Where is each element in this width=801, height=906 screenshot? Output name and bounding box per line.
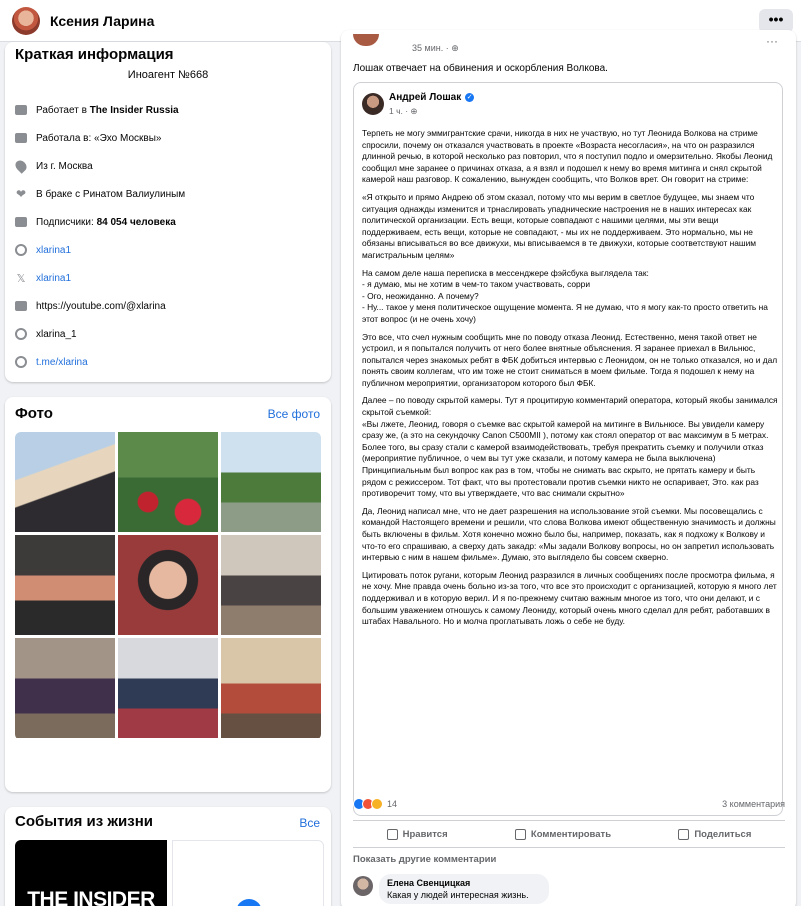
intro-row-text (36, 357, 88, 368)
care-reaction-icon (371, 798, 383, 810)
share-icon (678, 829, 689, 840)
share-button[interactable] (678, 829, 751, 840)
shared-post-paragraph: Да, Леонид написал мне, что не дает разрешения на использование этой съемки. Мы посовещались с командой Настоящего времени и решили, что слова Волкова имеют общественную значимость и должны быть включены в фильм. Хотя конечно можно было бы, например, показать, как я подхожу к Волкову и что-то его спрашиваю, а сверху дать закадр: «Мы задали Волкову вопросы, но он запретил использовать интервью с ним в нашем фильме». Думаю, это выглядело бы совсем скверно. (362, 505, 776, 563)
photo-grid (15, 432, 321, 740)
post-text: Лошак отвечает на обвинения и оскорбления Волкова. (353, 63, 608, 74)
shared-author-name[interactable] (389, 92, 474, 103)
intro-row[interactable] (15, 356, 88, 368)
post-options-button[interactable]: ··· (766, 34, 778, 48)
intro-row[interactable] (15, 272, 71, 284)
photo-thumbnail[interactable] (15, 638, 115, 738)
comments-count-link[interactable]: 3 комментария (722, 799, 785, 809)
photo-thumbnail[interactable] (15, 535, 115, 635)
intro-row (15, 104, 179, 116)
location-icon (15, 160, 27, 172)
intro-row-text (36, 161, 93, 172)
see-all-events-link[interactable]: Все (299, 816, 320, 830)
intro-row (15, 328, 77, 340)
photo-thumbnail[interactable] (118, 535, 218, 635)
intro-row-prefix: Из г. (36, 160, 59, 172)
photo-thumbnail[interactable] (118, 432, 218, 532)
intro-row-value: «Эхо Москвы» (94, 132, 162, 144)
shared-author-avatar[interactable] (362, 93, 384, 115)
instagram-icon (15, 244, 27, 256)
shared-post-paragraph: Это все, что счел нужным сообщить мне по поводу отказа Леонид. Естественно, меня такой ответ не устроил, и я попытался получить от него более внятные объяснения. Я заранее приехал в Вильнюс, попытался через знакомых ребят в ФБК добиться интервью с Леонидом, он не только отказался, но и дал понять своим коллегам, что им тоже не стоит сниматься в моем фильме. Тогда я подошел к нему на публичном мероприятии, организатором которого был ФБК. (362, 331, 778, 388)
intro-row[interactable] (15, 244, 71, 256)
life-event-card[interactable] (172, 840, 324, 906)
intro-row (15, 160, 93, 172)
photo-thumbnail[interactable] (118, 638, 218, 738)
shared-post-paragraph: Далее – по поводу скрытой камеры. Тут я процитирую комментарий оператора, который якобы занимался скрытой съемкой: «Вы лжете, Леонид, говоря о съемке вас скрытой камерой на митинге в Вильнюсе. Вы увидели камеру сразу же, (а это на секундочку Canon C500MII ), потому как стоял оператор от вас максимум в 5 метрах. Более того, вы сразу стали с камерой взаимодействовать, требуя прекратить съемку и получили отказ (мероприятие публичное, о чем вы тут уже сказали, и потому камера не была выключена) Принципиальным был вопрос как раз в том, чтобы не снимать вас скрыто, не прятать камеру и быть рядом с режиссером. Тот факт, что вы протестовали против съемки никто не оспаривает, Это. как раз противоречит тому, что вы утверждаете, что вас снимали скрытно» (362, 395, 778, 499)
intro-card (5, 42, 331, 382)
intro-row-value[interactable]: xlarina1 (36, 244, 72, 256)
comment-bubble (379, 874, 549, 904)
skype-icon (15, 328, 27, 340)
life-events-card (5, 807, 331, 906)
profile-avatar[interactable] (12, 7, 40, 35)
commenter-avatar[interactable] (353, 876, 373, 896)
verified-badge-icon: ✓ (466, 94, 473, 101)
feed-post (341, 30, 796, 906)
intro-row-value[interactable]: xlarina1 (36, 272, 72, 284)
intro-row-text (36, 105, 179, 116)
like-icon (387, 829, 398, 840)
intro-row-value: Ринатом Валиулиным (82, 188, 186, 200)
photo-thumbnail[interactable] (221, 432, 321, 532)
intro-bio: Иноагент №668 (127, 69, 209, 81)
intro-row (15, 132, 161, 144)
post-actions (353, 820, 785, 848)
see-all-photos-link[interactable]: Все фото (267, 407, 320, 421)
briefcase-icon (15, 104, 27, 116)
globe-icon (15, 356, 27, 368)
youtube-icon (15, 300, 27, 312)
shared-post[interactable] (353, 82, 783, 816)
comment-text: Какая у людей интересная жизнь. (387, 890, 529, 900)
profile-name[interactable]: Ксения Ларина (50, 12, 155, 29)
shared-post-body (362, 128, 778, 634)
x-icon: 𝕏 (16, 272, 26, 285)
intro-title: Краткая информация (15, 46, 174, 63)
shared-post-paragraph: «Я открыто и прямо Андрею об этом сказал, потому что мы верим в светлое будущее, мы знаем что ситуация однажды изменится и трнaслировать упаднические настроения не в наших интересах как политической организации. Есть вещи, которые совпадают с нашими целями, мы эти вещи поддерживаем, есть вещи, которые не совпадают, - мы их не поддерживаем. Это нормально, мы не обязаны вписываться во все движухи, мы вписываемся в те движухи, которые соответствуют нашим магистральным целям» (362, 191, 757, 260)
briefcase-icon (236, 899, 262, 906)
post-timestamp[interactable]: 35 мин. · ⊕ (412, 43, 459, 53)
intro-row-text (36, 217, 176, 228)
intro-row-text (36, 245, 71, 256)
shared-post-paragraph: Цитировать поток ругани, которым Леонид разразился в личных сообщениях после просмотра фильма, я не хочу. Мне правда очень больно из-за того, что все это происходит с организацией, которую я много лет поддерживал и в которую верил. И я по-прежнему считаю важным многое из того, что они делают, и с большим уважением отношусь к самому Леониду, который очень много сделал для ребят, работавших в штабах Навального. Но и молча проглатывать ложь о себе не буду. (362, 569, 777, 627)
shared-author-label[interactable]: Андрей Лошак (389, 92, 462, 103)
intro-row-text (36, 301, 166, 312)
like-button[interactable] (387, 829, 448, 840)
post-stats (353, 796, 785, 812)
photos-title: Фото (15, 405, 53, 422)
photos-card (5, 397, 331, 792)
intro-row-value[interactable]: 84 054 человека (96, 216, 176, 228)
intro-row-prefix: Работала в: (36, 132, 95, 144)
intro-row-text (36, 133, 161, 144)
intro-row-text (36, 329, 77, 340)
comment-label: Комментировать (530, 828, 612, 840)
intro-row[interactable] (15, 300, 166, 312)
intro-row-value: https://youtube.com/@xlarina (36, 300, 166, 312)
photo-thumbnail[interactable] (221, 638, 321, 738)
briefcase-icon (15, 132, 27, 144)
post-author-avatar[interactable] (353, 34, 379, 46)
reactions-count: 14 (387, 799, 398, 809)
intro-row-value[interactable]: The Insider Russia (89, 104, 179, 116)
more-options-button[interactable]: ••• (759, 9, 793, 33)
like-label: Нравится (402, 828, 448, 840)
life-event-card[interactable] (15, 840, 167, 906)
intro-row-value[interactable]: t.me/xlarina (36, 356, 88, 368)
intro-row-prefix: В браке с (36, 188, 83, 200)
intro-row-text (36, 189, 185, 200)
intro-row-text (36, 273, 71, 284)
insider-logo: THE INSIDER (27, 888, 155, 906)
comment-button[interactable] (515, 829, 611, 840)
intro-row-value: xlarina_1 (36, 328, 77, 340)
intro-row-prefix: Подписчики: (36, 216, 97, 228)
shared-post-paragraph: На самом деле наша переписка в мессенджере фэйсбука выглядела так: - я думаю, мы не хотим в чем-то таком участвовать, сорри - Ого, неожиданно. А почему? - Ну... такое у меня политическое ощущение момента. Я не думаю, что я могу как-то просто ответить на этот вопрос (и не очень хочу) (362, 267, 768, 324)
intro-row (15, 216, 176, 228)
commenter-name[interactable]: Елена Свенцицкая (387, 878, 471, 888)
rss-icon (15, 216, 27, 228)
shared-post-paragraph: Терпеть не могу эммигрантские срачи, никогда в них не участвую, но тут Леонида Волкова на стриме спросили, почему он отказался участвовать в проекте «Возраста несогласия», на что он разразился длинной речью, в которой несколько раз повторил, что я поступил подло и омерзительно. Якобы Леонид сообщил мне заранее о причинах отказа, а я взял и подошел к нему во время митинга и снял скрытой камерой наш разговор. К сожалению, вынужден сообщить, что Волков врет. Он говорит на стриме: (362, 128, 773, 185)
share-label: Поделиться (694, 828, 752, 840)
intro-row-value: Москва (58, 160, 93, 172)
intro-row-prefix: Работает в (36, 104, 90, 116)
intro-row (15, 188, 185, 200)
shared-post-timestamp[interactable]: 1 ч. · ⊕ (389, 106, 418, 116)
photo-thumbnail[interactable] (15, 432, 115, 532)
reactions-summary[interactable] (353, 798, 397, 810)
life-events-title: События из жизни (15, 813, 153, 830)
comment-icon (515, 829, 526, 840)
photo-thumbnail[interactable] (221, 535, 321, 635)
more-comments-link[interactable]: Показать другие комментарии (353, 854, 497, 865)
heart-icon: ❤ (15, 187, 27, 201)
